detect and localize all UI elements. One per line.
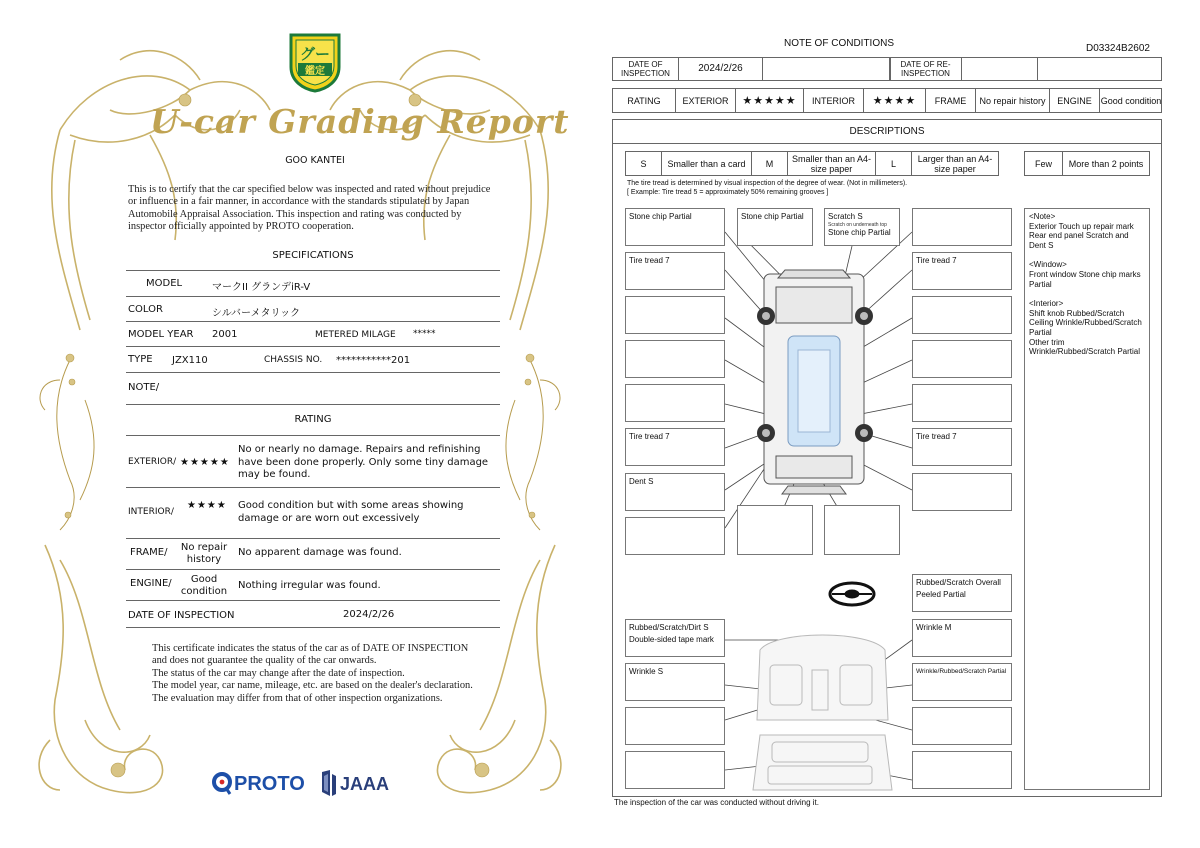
divider <box>126 435 500 436</box>
count-legend <box>1024 151 1150 176</box>
report-subtitle: GOO KANTEI <box>285 155 345 166</box>
size-s-description: Smaller than a card <box>662 152 752 175</box>
note-heading: <Note> <box>1029 212 1056 221</box>
model-label: MODEL <box>146 278 183 289</box>
goo-kantei-badge-icon <box>287 31 343 93</box>
tire-label: Tire tread 7 <box>625 252 725 290</box>
date-of-inspection-label: DATE OF INSPECTION <box>128 610 235 621</box>
divider <box>126 404 500 405</box>
color-label: COLOR <box>128 304 163 315</box>
mileage-value: ***** <box>413 329 436 339</box>
engine-label: ENGINE/ <box>130 578 172 589</box>
empty-label-box <box>912 751 1012 789</box>
divider <box>126 600 500 601</box>
damage-label: Dent S <box>625 473 725 511</box>
size-legend <box>625 151 999 176</box>
empty-label-box <box>625 296 725 334</box>
noc-title: NOTE OF CONDITIONS <box>784 38 894 49</box>
empty-label-box <box>912 296 1012 334</box>
proto-logo-icon <box>214 774 230 794</box>
empty-label-box <box>912 208 1012 246</box>
empty-label-box <box>625 707 725 745</box>
size-l-description: Larger than an A4-size paper <box>917 153 993 174</box>
empty-label-box <box>912 707 1012 745</box>
tire-label: Tire tread 7 <box>912 252 1012 290</box>
divider <box>126 487 500 488</box>
rating-heading: RATING <box>294 414 332 425</box>
empty-label-box <box>912 473 1012 511</box>
descriptions-heading: DESCRIPTIONS <box>613 120 1161 144</box>
size-m-description: Smaller than an A4-size paper <box>788 152 876 175</box>
damage-label: Peeled Partial <box>916 590 966 599</box>
divider <box>126 372 500 373</box>
interior-stars: ★★★★ <box>187 500 227 511</box>
color-value: シルバーメタリック <box>212 308 301 319</box>
date-of-inspection-label: DATE OF INSPECTION <box>613 58 679 80</box>
exterior-label: EXTERIOR/ <box>128 457 177 467</box>
divider <box>126 538 500 539</box>
divider <box>126 321 500 322</box>
model-year-value: 2001 <box>212 329 238 340</box>
type-value: JZX110 <box>172 355 208 366</box>
note-of-conditions <box>600 0 1200 848</box>
inspection-footer: The inspection of the car was conducted without driving it. <box>614 798 819 807</box>
damage-label: Stone chip Partial <box>737 208 813 246</box>
exterior-stars: ★★★★★ <box>180 457 230 468</box>
damage-label-group <box>824 208 900 246</box>
note-label: NOTE/ <box>128 382 160 393</box>
window-heading: <Window> <box>1029 260 1067 270</box>
interior-label: INTERIOR <box>804 89 864 112</box>
few-label: Few <box>1025 152 1063 175</box>
date-row <box>612 57 1162 81</box>
divider <box>126 270 500 271</box>
date-of-inspection-value: 2024/2/26 <box>679 58 763 80</box>
more-than-label: More than 2 points <box>1068 158 1144 169</box>
damage-label: Stone chip Partial <box>828 228 891 237</box>
engine-description: Nothing irregular was found. <box>238 580 381 591</box>
frame-value: No repair history <box>180 542 228 565</box>
divider <box>126 346 500 347</box>
damage-sublabel: Scratch on underneath top <box>828 222 887 228</box>
interior-label: INTERIOR/ <box>128 507 174 517</box>
damage-label: Wrinkle/Rubbed/Scratch Partial <box>912 663 1012 701</box>
empty-label-box <box>737 505 813 555</box>
document-id: D03324B2602 <box>1086 43 1150 54</box>
interior-stars: ★★★★ <box>864 89 926 112</box>
steering-label-group <box>912 574 1012 612</box>
exterior-label: EXTERIOR <box>676 89 736 112</box>
jaaa-logo-text: JAAA <box>340 774 390 794</box>
empty-label-box <box>625 384 725 422</box>
report-title: U-car Grading Report <box>150 102 570 141</box>
damage-label: Wrinkle M <box>912 619 1012 657</box>
type-label: TYPE <box>128 354 153 365</box>
frame-label: FRAME <box>926 89 976 112</box>
svg-text:鑑定: 鑑定 <box>305 66 325 77</box>
divider <box>126 569 500 570</box>
rating-label: RATING <box>613 89 676 112</box>
tire-label: Tire tread 7 <box>625 428 725 466</box>
empty-label-box <box>824 505 900 555</box>
chassis-value: ***********201 <box>336 355 411 366</box>
damage-label: Scratch S <box>828 212 863 221</box>
damage-label: Double-sided tape mark <box>629 635 714 644</box>
empty-cell <box>962 58 1038 80</box>
certificate-disclaimer: This certificate indicates the status of the car as of DATE OF INSPECTION and does not guarantee the quality of the car onwards. The status of the car may change after the date of inspection. The model year, car name, mileage, etc. are based on the dealer's declaration. The evaluation may differ from that of other inspection organizations. <box>152 643 473 704</box>
tire-note: The tire tread is determined by visual inspection of the degree of wear. (Not in millimeters). <box>627 180 908 187</box>
date-of-reinspection-label: DATE OF RE-INSPECTION <box>890 58 962 80</box>
window-body: Front window Stone chip marks Partial <box>1029 269 1141 289</box>
note-body: Exterior Touch up repair mark Rear end panel Scratch and Dent S <box>1029 221 1134 250</box>
svg-text:グー: グー <box>299 45 331 63</box>
size-m: M <box>752 152 788 175</box>
logos <box>212 768 412 798</box>
damage-label: Wrinkle S <box>625 663 725 701</box>
interior-description: Good condition but with some areas showing damage or are worn out excessively <box>238 500 464 524</box>
frame-description: No apparent damage was found. <box>238 547 402 558</box>
engine-label: ENGINE <box>1050 89 1100 112</box>
model-year-label: MODEL YEAR <box>128 329 194 340</box>
empty-cell <box>763 58 890 80</box>
proto-logo-text: PROTO <box>234 773 305 795</box>
model-value: マークII グランデiR-V <box>212 282 311 293</box>
exterior-description: No or nearly no damage. Repairs and refinishing have been done properly. Only some tiny damage may be found. <box>238 444 489 480</box>
empty-label-box <box>625 340 725 378</box>
interior-label-group <box>625 619 725 657</box>
empty-cell <box>1038 58 1162 80</box>
empty-label-box <box>912 384 1012 422</box>
empty-label-box <box>912 340 1012 378</box>
engine-value: Good condition <box>180 574 228 597</box>
exterior-stars: ★★★★★ <box>736 89 804 112</box>
certification-text: This is to certify that the car specified below was inspected and rated without prejudice or influence in a fair manner, in accordance with the standards stipulated by Japan Automobile Appraisal Association. This inspection and rating was conducted by inspector officially appointed by PROTO cooperation. <box>128 184 491 233</box>
divider <box>126 627 500 628</box>
damage-label: Rubbed/Scratch Overall <box>916 578 1001 587</box>
divider <box>126 296 500 297</box>
interior-body: Shift knob Rubbed/Scratch Ceiling Wrinkle/Rubbed/Scratch Partial Other trim Wrinkle/Rubbed/Scratch Partial <box>1029 308 1142 357</box>
chassis-label: CHASSIS NO. <box>264 355 323 365</box>
specifications-heading: SPECIFICATIONS <box>272 250 354 261</box>
jaaa-logo-icon <box>322 770 336 796</box>
date-of-inspection-value: 2024/2/26 <box>343 609 395 620</box>
size-l: L <box>876 152 912 175</box>
frame-label: FRAME/ <box>130 547 168 558</box>
damage-label: Rubbed/Scratch/Dirt S <box>629 623 709 632</box>
damage-label: Stone chip Partial <box>625 208 725 246</box>
interior-heading: <Interior> <box>1029 299 1064 309</box>
tire-label: Tire tread 7 <box>912 428 1012 466</box>
size-s: S <box>626 152 662 175</box>
engine-value: Good condition <box>1100 95 1162 106</box>
empty-label-box <box>625 517 725 555</box>
mileage-label: METERED MILAGE <box>315 330 396 340</box>
empty-label-box <box>625 751 725 789</box>
rating-row <box>612 88 1162 113</box>
tire-example: [ Example: Tire tread 5 = approximately 50% remaining grooves ] <box>627 189 829 196</box>
notes-panel <box>1024 208 1150 790</box>
frame-value: No repair history <box>976 89 1050 112</box>
